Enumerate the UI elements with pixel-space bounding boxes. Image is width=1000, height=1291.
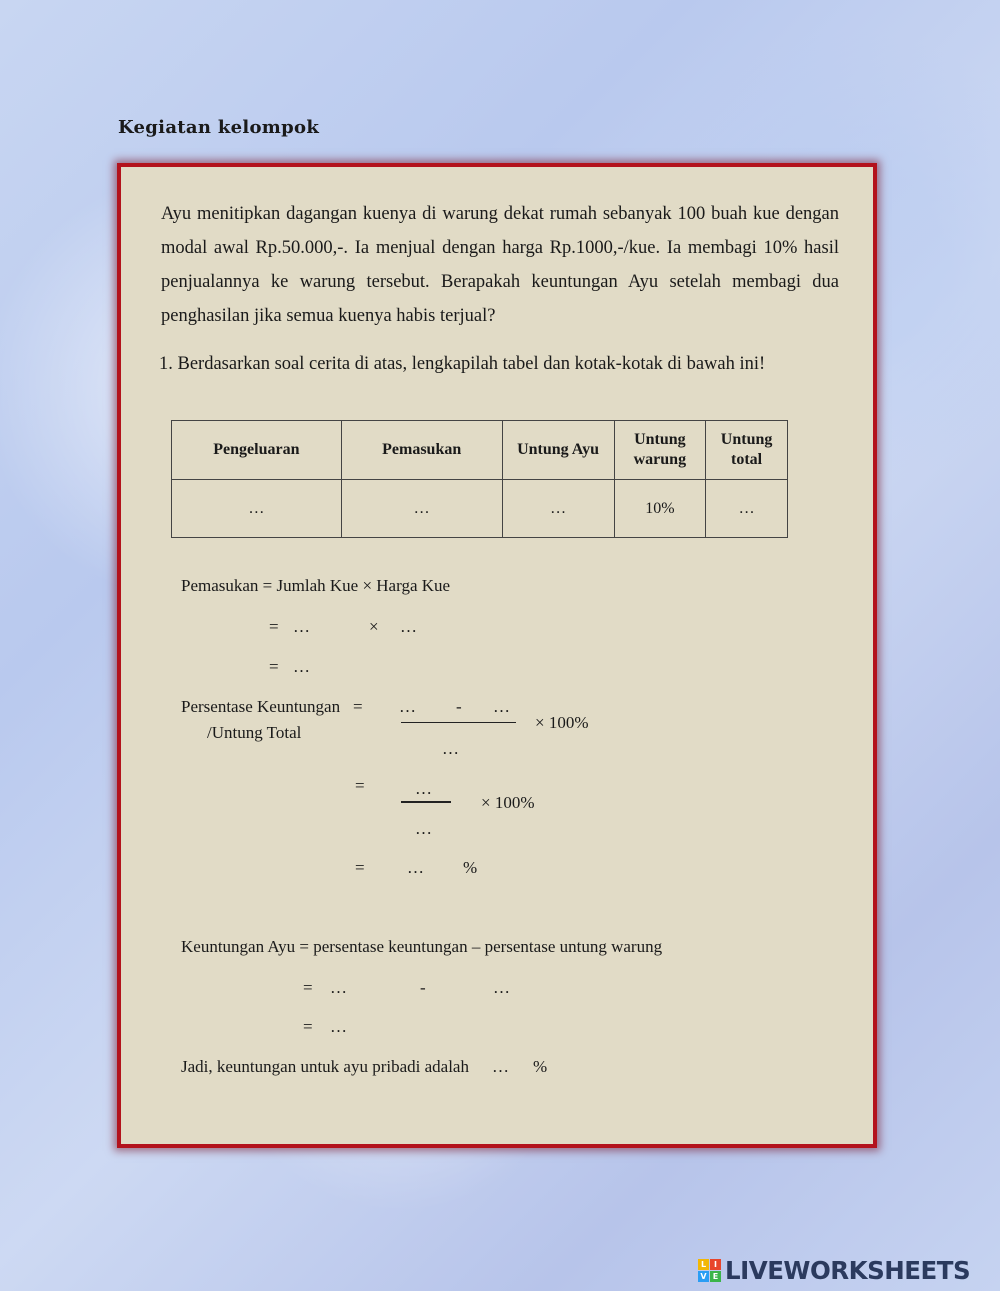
persentase-times100-1: × 100% bbox=[535, 713, 589, 732]
pemasukan-eq-2: = bbox=[269, 657, 279, 676]
cell-pemasukan[interactable]: … bbox=[341, 480, 502, 538]
keuntungan-blank-1[interactable]: … bbox=[330, 978, 347, 997]
persentase-label-2: /Untung Total bbox=[207, 723, 302, 742]
question-1: 1. Berdasarkan soal cerita di atas, lengkapilah tabel dan kotak-kotak di bawah ini! bbox=[159, 354, 766, 374]
persentase-times100-2: × 100% bbox=[481, 793, 535, 812]
persentase-eq-1: = bbox=[353, 697, 363, 716]
persentase-blank-num-3[interactable]: … bbox=[415, 779, 432, 798]
persentase-percent: % bbox=[463, 858, 478, 877]
keuntungan-eq-1: = bbox=[303, 978, 313, 997]
keuntungan-formula: Keuntungan Ayu = persentase keuntungan – persentase untung warung bbox=[181, 937, 663, 956]
header-untung-ayu: Untung Ayu bbox=[502, 421, 614, 480]
header-pemasukan: Pemasukan bbox=[341, 421, 502, 480]
pemasukan-blank-harga[interactable]: … bbox=[400, 617, 417, 636]
persentase-eq-3: = bbox=[355, 858, 365, 877]
conclusion-blank[interactable]: … bbox=[492, 1057, 509, 1076]
answer-table bbox=[171, 420, 788, 538]
cell-untung-ayu[interactable]: … bbox=[502, 480, 614, 538]
liveworksheets-logo-icon: L I V E bbox=[698, 1259, 722, 1283]
section-heading: Kegiatan kelompok bbox=[118, 117, 320, 138]
keuntungan-eq-2: = bbox=[303, 1017, 313, 1036]
pemasukan-blank-result[interactable]: … bbox=[293, 657, 310, 676]
keuntungan-blank-result[interactable]: … bbox=[330, 1017, 347, 1036]
worksheet-card bbox=[117, 163, 877, 1148]
cell-untung-warung: 10% bbox=[614, 480, 706, 538]
liveworksheets-watermark bbox=[698, 1256, 994, 1286]
header-untung-warung: Untung warung bbox=[614, 421, 706, 480]
persentase-eq-2: = bbox=[355, 776, 365, 795]
cell-pengeluaran[interactable]: … bbox=[172, 480, 342, 538]
liveworksheets-text: LIVEWORKSHEETS bbox=[725, 1256, 971, 1285]
pemasukan-times: × bbox=[369, 617, 379, 636]
keuntungan-minus: - bbox=[420, 978, 426, 997]
story-problem: Ayu menitipkan dagangan kuenya di warung dekat rumah sebanyak 100 buah kue dengan modal awal Rp.50.000,-. Ia menjual dengan harga Rp.1000,-/kue. Ia membagi 10% hasil penjualannya ke warung tersebut. Berapakah keuntungan Ayu setelah membagi dua penghasilan jika semua kuenya habis terjual? bbox=[161, 204, 839, 326]
persentase-blank-num-2[interactable]: … bbox=[493, 697, 510, 716]
persentase-minus: - bbox=[456, 697, 462, 716]
keuntungan-blank-2[interactable]: … bbox=[493, 978, 510, 997]
persentase-label: Persentase Keuntungan bbox=[181, 697, 341, 716]
header-pengeluaran: Pengeluaran bbox=[172, 421, 342, 480]
fraction-line-2 bbox=[401, 801, 451, 803]
cell-untung-total[interactable]: … bbox=[706, 480, 788, 538]
persentase-blank-den-1[interactable]: … bbox=[442, 739, 459, 758]
persentase-blank-result[interactable]: … bbox=[407, 858, 424, 877]
table-header-row bbox=[172, 421, 788, 480]
pemasukan-formula: Pemasukan = Jumlah Kue × Harga Kue bbox=[181, 576, 451, 595]
conclusion-percent: % bbox=[533, 1057, 548, 1076]
table-row bbox=[172, 480, 788, 538]
fraction-line-1 bbox=[401, 722, 516, 723]
pemasukan-blank-jumlah[interactable]: … bbox=[293, 617, 310, 636]
header-untung-total: Untung total bbox=[706, 421, 788, 480]
conclusion-text: Jadi, keuntungan untuk ayu pribadi adalah bbox=[181, 1057, 469, 1076]
persentase-blank-den-2[interactable]: … bbox=[415, 819, 432, 838]
pemasukan-eq-1: = bbox=[269, 617, 279, 636]
persentase-blank-num-1[interactable]: … bbox=[399, 697, 416, 716]
